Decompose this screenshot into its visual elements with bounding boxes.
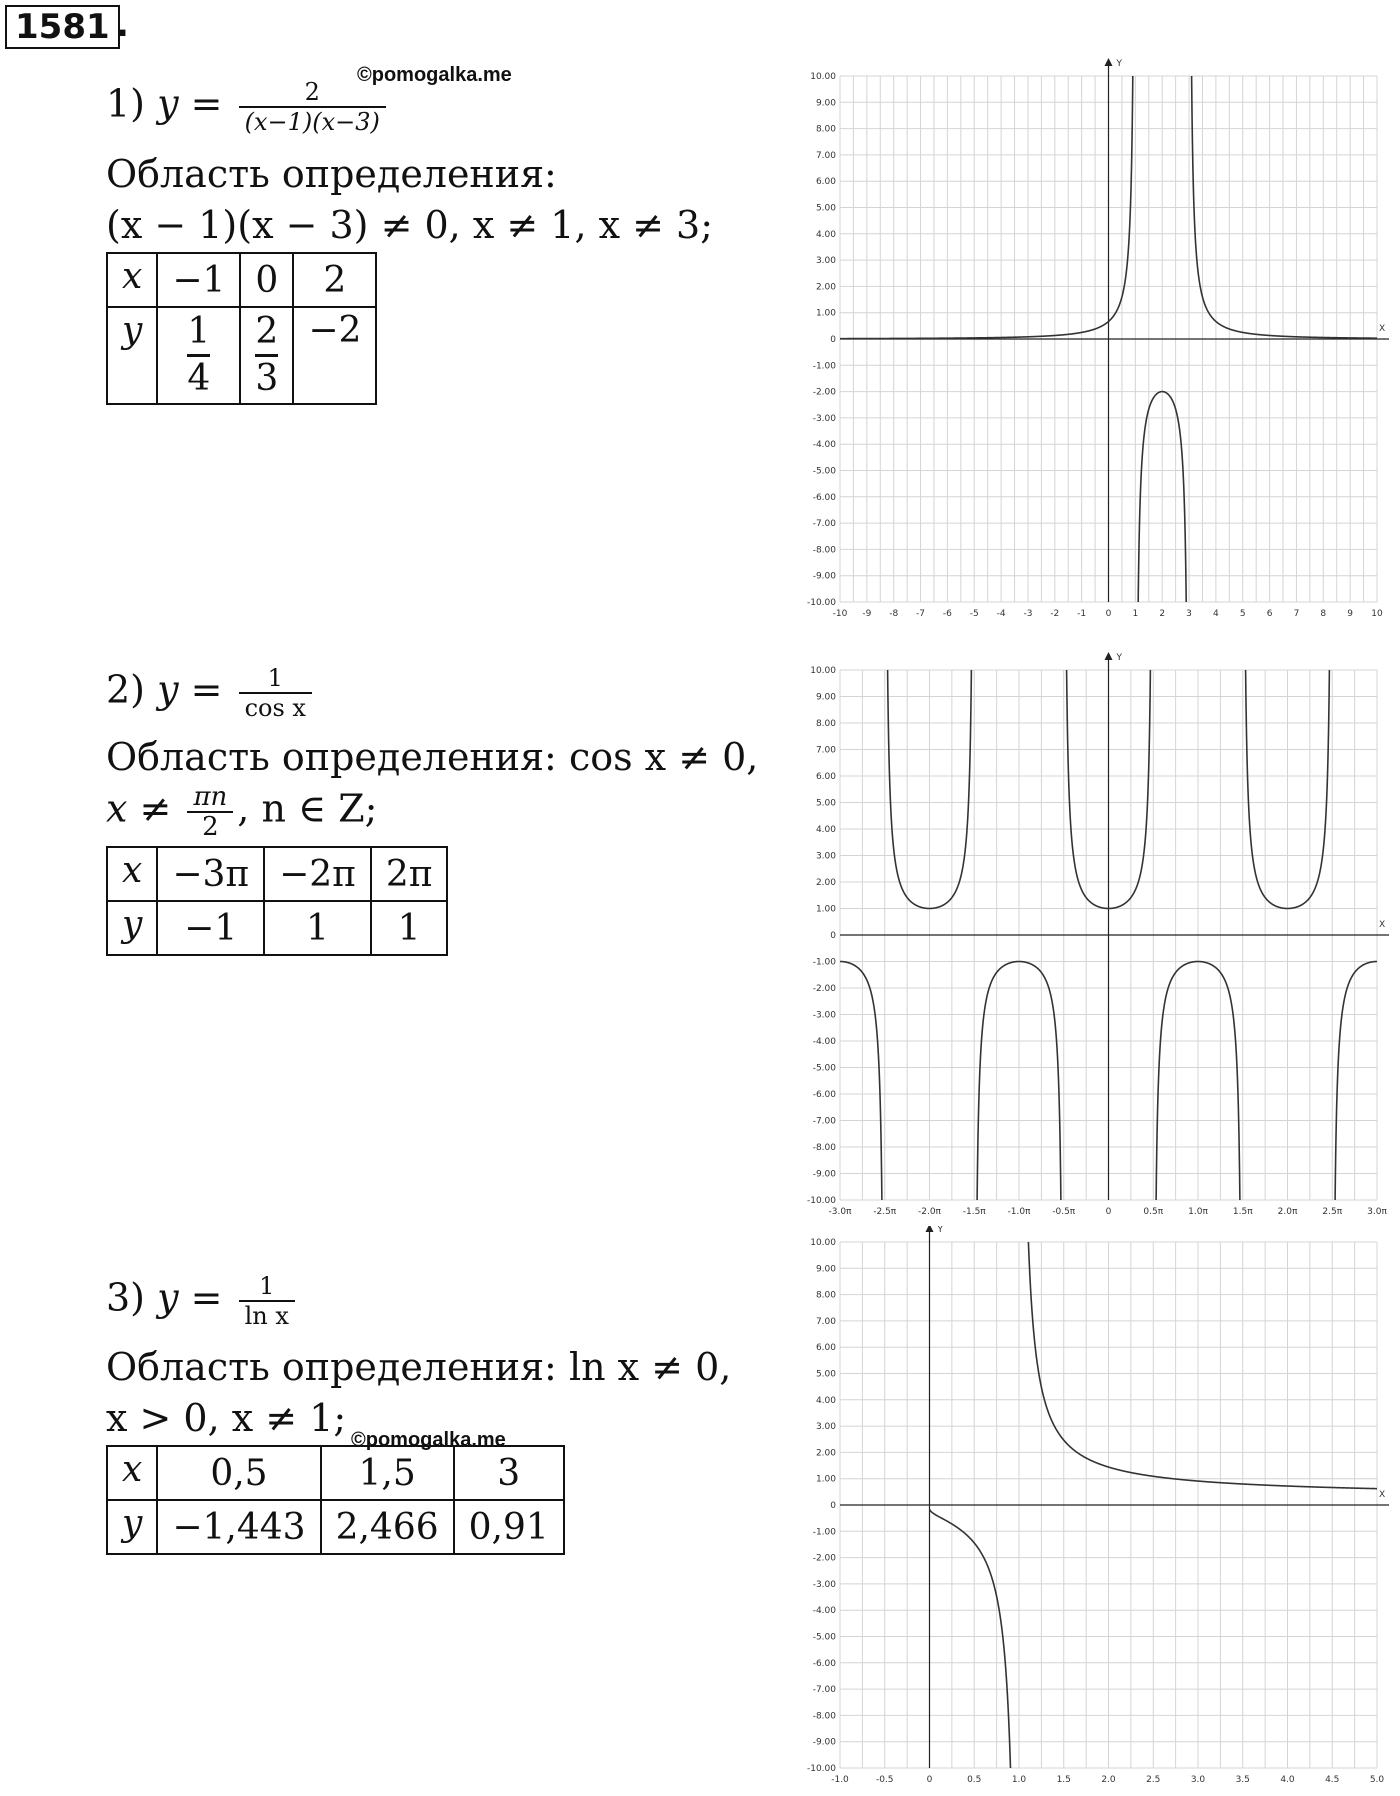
y-tick-label: 2.00 [815,282,836,293]
y-tick-label: 0 [830,335,836,345]
table-cell: 1 [371,901,448,955]
part2-domain-pre: x ≠ [106,786,172,831]
x-tick-label: 8 [1320,609,1327,619]
fraction-numerator: 1 [187,311,211,352]
part3-domain-condition: x > 0, x ≠ 1; [106,1396,347,1440]
x-tick-label: 1.5π [1232,1207,1253,1217]
y-tick-label: 6.00 [815,177,836,188]
table-header-y: y [107,1500,157,1554]
y-tick-label: -2.00 [812,387,836,398]
x-tick-label: 2 [1159,609,1166,619]
y-axis-arrow [1105,652,1113,660]
x-axis-label: X [1379,324,1386,334]
part2-numerator: 1 [267,664,283,692]
part2-value-table [106,846,448,956]
table-cell: −2 [293,307,376,404]
part3-value-table [106,1445,565,1555]
y-tick-label: 10.00 [810,1238,836,1248]
table-cell: 0,5 [157,1446,320,1500]
x-tick-label: 9 [1347,609,1354,619]
x-tick-label: 2.0 [1101,1775,1116,1785]
x-tick-label: -6 [942,609,952,619]
y-tick-label: 10.00 [810,72,836,82]
x-tick-label: -10 [832,609,848,619]
x-tick-label: -5 [969,609,979,619]
x-tick-label: 0 [926,1775,933,1785]
y-tick-label: 8.00 [815,124,836,135]
y-tick-label: 8.00 [815,719,836,729]
fraction-denominator: 3 [255,354,278,401]
fraction-denominator: 2 [187,811,233,841]
part3-lhs: y = [157,1275,223,1320]
x-axis-label: X [1379,920,1386,930]
x-tick-label: 4.5 [1325,1775,1340,1785]
y-tick-label: -8.00 [812,1711,836,1722]
y-tick-label: -8.00 [812,545,836,556]
table-cell: 0,91 [454,1500,564,1554]
y-tick-label: 9.00 [815,692,836,703]
graph-3-chart [795,1226,1395,1796]
problem-number-dot: . [116,5,129,45]
y-tick-label: 4.00 [815,1395,836,1406]
x-tick-label: 5.0 [1369,1775,1385,1785]
table-cell: 0 [240,253,293,307]
y-tick-label: -6.00 [812,492,836,503]
y-tick-label: 10.00 [810,666,836,676]
fraction-denominator: 4 [187,354,210,401]
y-tick-label: 4.00 [815,229,836,240]
y-tick-label: 2.00 [815,1448,836,1459]
part2-domain-post: , n ∈ Z; [237,786,378,831]
y-tick-label: 8.00 [815,1290,836,1301]
y-tick-label: -9.00 [812,1737,836,1748]
y-tick-label: -7.00 [812,1685,836,1696]
part2-domain-fraction [187,783,233,841]
x-tick-label: 0 [1105,1207,1112,1217]
part2-domain-heading: Область определения: cos x ≠ 0, [106,735,759,779]
y-tick-label: -8.00 [812,1143,836,1153]
y-tick-label: -4.00 [812,440,836,451]
x-tick-label: 3.5 [1235,1775,1250,1785]
y-tick-label: 3.00 [815,256,836,267]
x-tick-label: -8 [889,609,899,619]
table-cell: 3 [454,1446,564,1500]
part3-denominator: ln x [239,1300,295,1330]
x-tick-label: 10 [1371,609,1383,619]
fraction-numerator: πn [193,782,228,812]
table-cell: 2π [371,847,448,901]
x-tick-label: 0 [1105,609,1112,619]
fraction-numerator: 2 [255,311,279,352]
graph-2-chart [795,650,1395,1228]
table-cell: 2 [293,253,376,307]
table-header-x: x [107,253,157,307]
y-tick-label: -4.00 [812,1037,836,1047]
table-cell: −2π [264,847,371,901]
y-axis-label: Y [1116,653,1122,663]
x-tick-label: -2.5π [873,1207,897,1217]
x-tick-label: -0.5 [875,1775,894,1785]
y-tick-label: -10.00 [806,1764,836,1774]
y-tick-label: -5.00 [812,1632,836,1643]
y-tick-label: -9.00 [812,1169,836,1180]
part2-domain-condition [106,783,377,841]
x-tick-label: -1.0π [1007,1207,1031,1217]
y-tick-label: -7.00 [812,1116,836,1127]
x-tick-label: 3 [1186,609,1192,619]
table-cell: −1 [157,901,264,955]
y-tick-label: -2.00 [812,984,836,994]
x-tick-label: 6 [1266,609,1273,619]
y-tick-label: -3.00 [812,1579,836,1590]
y-tick-label: 3.00 [815,851,836,862]
graph-1-chart [795,50,1395,630]
x-tick-label: 3.0 [1190,1775,1206,1785]
part1-domain-heading: Область определения: [106,152,557,196]
table-cell [240,307,293,404]
y-tick-label: -1.00 [812,1527,836,1538]
y-tick-label: 7.00 [815,1316,836,1327]
y-tick-label: -4.00 [812,1606,836,1617]
y-tick-label: 5.00 [815,1369,836,1380]
y-tick-label: -5.00 [812,1063,836,1074]
y-axis-label: Y [937,1226,943,1235]
table-row [107,253,376,307]
problem-number: 1581 [5,5,120,49]
part1-domain-condition: (x − 1)(x − 3) ≠ 0, x ≠ 1, x ≠ 3; [106,203,714,247]
table-header-y: y [107,307,157,404]
part3-domain-heading: Область определения: ln x ≠ 0, [106,1345,732,1389]
x-tick-label: 7 [1293,609,1300,619]
y-tick-label: -5.00 [812,466,836,477]
part3-numerator: 1 [259,1272,275,1300]
table-row [107,1446,564,1500]
y-tick-label: -7.00 [812,519,836,530]
table-header-x: x [107,847,157,901]
y-tick-label: 6.00 [815,772,836,782]
y-tick-label: 0 [830,1501,836,1511]
y-tick-label: -1.00 [812,361,836,372]
table-cell: 2,466 [321,1500,454,1554]
watermark-top: ©pomogalka.me [357,64,512,86]
y-tick-label: 9.00 [815,98,836,109]
y-tick-label: 3.00 [815,1422,836,1433]
part1-lhs: y = [157,81,223,126]
x-tick-label: 0.5 [967,1775,982,1785]
y-tick-label: -6.00 [812,1090,836,1100]
y-tick-label: -10.00 [806,598,836,608]
y-tick-label: -3.00 [812,413,836,424]
y-tick-label: 7.00 [815,745,836,756]
part2-denominator: cos x [239,692,312,722]
y-tick-label: -2.00 [812,1553,836,1564]
x-tick-label: -4 [996,609,1006,619]
x-tick-label: -0.5π [1052,1207,1076,1217]
y-tick-label: -6.00 [812,1658,836,1669]
part3-formula [106,1272,299,1330]
x-tick-label: 3.0π [1367,1207,1387,1217]
table-cell: −3π [157,847,264,901]
y-tick-label: 4.00 [815,825,836,835]
y-tick-label: 7.00 [815,150,836,161]
x-tick-label: 4 [1213,609,1219,619]
y-axis-arrow [1105,58,1113,66]
y-tick-label: 5.00 [815,798,836,809]
y-tick-label: -1.00 [812,957,836,968]
table-cell: −1 [157,253,240,307]
y-tick-label: 1.00 [815,308,836,319]
x-tick-label: -1.0 [831,1775,849,1785]
y-tick-label: 1.00 [815,1474,836,1485]
y-tick-label: 6.00 [815,1343,836,1354]
x-tick-label: -3.0π [828,1207,852,1217]
y-tick-label: -9.00 [812,571,836,582]
table-row [107,1500,564,1554]
x-tick-label: -9 [862,609,872,619]
x-tick-label: 1.5 [1056,1775,1071,1785]
x-tick-label: 4.0 [1280,1775,1295,1785]
part1-denominator: (x−1)(x−3) [239,106,386,136]
part3-fraction [239,1272,295,1330]
table-header-y: y [107,901,157,955]
table-header-x: x [107,1446,157,1500]
x-tick-label: -3 [1023,609,1033,619]
x-tick-label: 2.0π [1277,1207,1298,1217]
x-tick-label: 5 [1239,609,1246,619]
part2-lhs: y = [157,667,223,712]
y-tick-label: -10.00 [806,1196,836,1206]
x-tick-label: 2.5π [1322,1207,1343,1217]
y-tick-label: 5.00 [815,203,836,214]
part2-label: 2) [106,667,146,712]
part1-formula [106,78,390,136]
x-tick-label: 0.5π [1143,1207,1164,1217]
y-axis-arrow [926,1226,934,1232]
part1-numerator: 2 [304,78,320,106]
x-tick-label: -1 [1077,609,1087,619]
x-tick-label: -2.0π [918,1207,941,1217]
part3-label: 3) [106,1275,146,1320]
table-row [107,307,376,404]
x-tick-label: 2.5 [1146,1775,1161,1785]
y-tick-label: 1.00 [815,904,836,915]
y-axis-label: Y [1116,59,1122,69]
part1-fraction [239,78,386,136]
part2-fraction [239,664,312,722]
x-tick-label: -1.5π [962,1207,986,1217]
table-cell [157,307,240,404]
x-tick-label: -2 [1050,609,1060,619]
y-tick-label: 9.00 [815,1264,836,1275]
table-cell: −1,443 [157,1500,320,1554]
table-row [107,901,447,955]
y-tick-label: -3.00 [812,1010,836,1021]
y-tick-label: 0 [830,931,836,941]
table-row [107,847,447,901]
table-cell: 1 [264,901,371,955]
x-tick-label: 1 [1132,609,1139,619]
x-tick-label: 1.0 [1011,1775,1027,1785]
x-axis-label: X [1379,1490,1386,1500]
table-cell: 1,5 [321,1446,454,1500]
part1-label: 1) [106,81,146,126]
part1-value-table [106,252,377,405]
x-tick-label: 1.0π [1188,1207,1208,1217]
y-tick-label: 2.00 [815,878,836,888]
watermark-bottom: ©pomogalka.me [351,1429,506,1451]
part2-formula [106,664,316,722]
x-tick-label: -7 [916,609,926,619]
